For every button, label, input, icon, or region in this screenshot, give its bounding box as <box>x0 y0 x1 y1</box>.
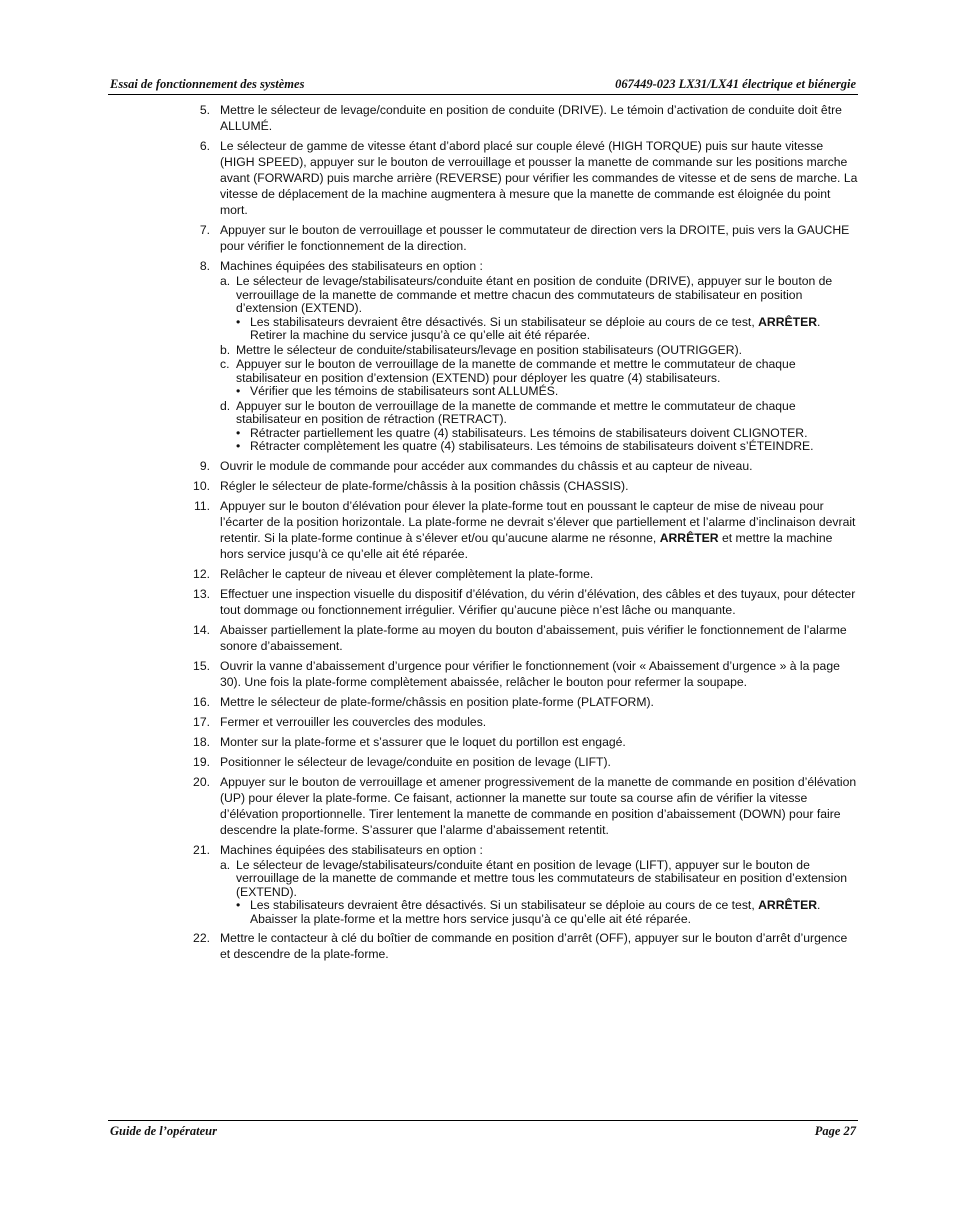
substep-8c <box>220 358 858 399</box>
step-text: Mettre le contacteur à clé du boîtier de commande en position d’arrêt (OFF), appuyer sur le bouton d’arrêt d’urgence et descendre de la plate-forme. <box>220 931 848 961</box>
step-number: 11. <box>193 498 210 513</box>
step-8 <box>190 258 858 454</box>
step-number: 13. <box>193 586 210 601</box>
stop-warning: ARRÊTER <box>758 898 818 912</box>
step-text: Effectuer une inspection visuelle du dispositif d’élévation, du vérin d’élévation, des câbles et des tuyaux, pour détecter tout dommage ou fonctionnement irrégulier. Vérifier qu’aucune pièce n’est lâche ou manquante. <box>220 586 856 617</box>
step-text <box>220 498 858 562</box>
step-number: 20. <box>193 774 210 789</box>
step-text: Machines équipées des stabilisateurs en option : <box>220 259 483 273</box>
bullet-text: Les stabilisateurs devraient être désactivés. Si un stabilisateur se déploie au cours de ce test, <box>250 898 759 912</box>
step-number: 16. <box>193 694 210 709</box>
step-text-part: et mettre la machine hors service jusqu’à ce qu’elle ait été réparée. <box>220 530 833 561</box>
substep-8d <box>220 400 858 454</box>
substep-letter: c. <box>220 357 230 371</box>
step-number: 10. <box>193 478 210 493</box>
step-text: Machines équipées des stabilisateurs en option : <box>220 842 483 857</box>
step-text: Abaisser partiellement la plate-forme au moyen du bouton d’abaissement, puis vérifier le fonctionnement de l’alarme sonore d’abaissement. <box>220 622 847 653</box>
substep-letter: a. <box>220 274 231 288</box>
step-21 <box>190 842 858 927</box>
substep-text: Le sélecteur de levage/stabilisateurs/conduite étant en position de conduite (DRIVE), appuyer sur le bouton de verrouillage de la manette de commande et mettre chacun des commutateurs de stabilisateur en position d’extension (EXTEND). <box>236 274 833 315</box>
substep-letter: d. <box>220 398 231 413</box>
step-text: Régler le sélecteur de plate-forme/châssis à la position châssis (CHASSIS). <box>220 478 629 493</box>
footer-guide-title: Guide de l’opérateur <box>110 1124 217 1138</box>
step-7 <box>190 222 858 254</box>
step-17 <box>190 714 858 730</box>
step-number: 9. <box>199 458 210 473</box>
step-text: Ouvrir le module de commande pour accéder aux commandes du châssis et au capteur de niveau. <box>220 458 753 473</box>
substep-text: Mettre le sélecteur de conduite/stabilisateurs/levage en position stabilisateurs (OUTRIGGER). <box>236 342 743 357</box>
substep-8a <box>220 275 858 343</box>
header-doc-title: 067449-023 LX31/LX41 électrique et biénergie <box>615 77 856 91</box>
step-number: 8. <box>199 259 210 273</box>
bullet-text: . Retirer la machine du service jusqu’à ce qu’elle ait été réparée. <box>250 314 821 342</box>
step-number: 14. <box>193 622 210 637</box>
page-number: Page 27 <box>814 1124 856 1138</box>
header-section-title: Essai de fonctionnement des systèmes <box>110 77 305 91</box>
step-text: Le sélecteur de gamme de vitesse étant d’abord placé sur couple élevé (HIGH TORQUE) puis sur haute vitesse (HIGH SPEED), appuyer sur le bouton de verrouillage et pousser la manette de commande sur les positions marche avant (FORWARD) puis marche arrière (REVERSE) pour vérifier les commandes de vitesse et de sens de marche. La vitesse de déplacement de la machine augmentera à mesure que la manette de commande est éloignée du point mort. <box>220 139 858 217</box>
substep-21a <box>220 859 858 927</box>
step-number: 7. <box>199 223 210 237</box>
step-number: 12. <box>193 566 210 581</box>
step-text: Positionner le sélecteur de levage/conduite en position de levage (LIFT). <box>220 754 611 769</box>
step-text: Monter sur la plate-forme et s’assurer que le loquet du portillon est engagé. <box>220 734 626 749</box>
step-number: 18. <box>193 734 210 749</box>
step-number: 22. <box>193 931 210 945</box>
step-13 <box>190 586 858 618</box>
substep-8b <box>220 344 858 358</box>
step-text: Ouvrir la vanne d’abaissement d’urgence pour vérifier le fonctionnement (voir « Abaissement d’urgence » à la page 30). Une fois la plate-forme complètement abaissée, relâcher le bouton pour refermer la soupape. <box>220 658 840 689</box>
step-text: Appuyer sur le bouton de verrouillage et amener progressivement de la manette de commande en position d’élévation (UP) pour élever la plate-forme. Ce faisant, actionner la manette sur toute sa course afin de vérifier la vitesse d’élévation proportionnelle. Tirer lentement la manette de commande en position d’abaissement (DOWN) pour faire descendre la plate-forme. S’assurer que l’alarme d’abaissement retentit. <box>220 774 857 837</box>
page-header <box>108 76 858 95</box>
bullet-item: • Vérifier que les témoins de stabilisateurs sont ALLUMÉS. <box>236 385 858 399</box>
step-14 <box>190 622 858 654</box>
step-22 <box>190 930 858 962</box>
step-19 <box>190 754 858 770</box>
step-number: 5. <box>199 103 210 117</box>
step-9 <box>190 458 858 474</box>
page-footer <box>108 1120 858 1141</box>
step-text: Mettre le sélecteur de plate-forme/châssis en position plate-forme (PLATFORM). <box>220 694 654 709</box>
bullet-item: • Rétracter partiellement les quatre (4) stabilisateurs. Les témoins de stabilisateurs doivent CLIGNOTER. <box>236 427 858 441</box>
substep-text: Appuyer sur le bouton de verrouillage de la manette de commande et mettre le commutateur de chaque stabilisateur en position de rétraction (RETRACT). <box>236 398 796 426</box>
bullet-item <box>236 316 858 343</box>
step-11 <box>190 498 858 562</box>
bullet-item: • Rétracter complètement les quatre (4) stabilisateurs. Les témoins de stabilisateurs doivent s’ÉTEINDRE. <box>236 440 858 454</box>
step-15 <box>190 658 858 690</box>
bullet-item <box>236 899 858 926</box>
step-number: 6. <box>199 139 210 153</box>
step-6 <box>190 138 858 218</box>
stop-warning: ARRÊTER <box>659 530 719 545</box>
bullet-text: . Abaisser la plate-forme et la mettre hors service jusqu’à ce qu’elle ait été réparée. <box>250 898 821 926</box>
step-text: Appuyer sur le bouton de verrouillage et pousser le commutateur de direction vers la DROITE, puis vers la GAUCHE pour vérifier le fonctionnement de la direction. <box>220 223 850 253</box>
substep-text: Appuyer sur le bouton de verrouillage de la manette de commande et mettre le commutateur de chaque stabilisateur en position d’extension (EXTEND) pour déployer les quatre (4) stabilisateurs. <box>236 357 796 385</box>
step-16 <box>190 694 858 710</box>
substep-letter: a. <box>220 857 231 872</box>
step-10 <box>190 478 858 494</box>
step-20 <box>190 774 858 838</box>
substep-text: Le sélecteur de levage/stabilisateurs/conduite étant en position de levage (LIFT), appuyer sur le bouton de verrouillage de la manette de commande et mettre tous les commutateurs de stabilisateur en position d’extension (EXTEND). <box>236 857 848 899</box>
step-number: 19. <box>193 754 210 769</box>
step-text: Relâcher le capteur de niveau et élever complètement la plate-forme. <box>220 566 594 581</box>
step-number: 17. <box>193 714 210 729</box>
bullet-text: Les stabilisateurs devraient être désactivés. Si un stabilisateur se déploie au cours de ce test, <box>250 314 759 329</box>
procedure-list <box>190 102 858 966</box>
substep-letter: b. <box>220 342 231 357</box>
step-5 <box>190 102 858 134</box>
step-text: Fermer et verrouiller les couvercles des modules. <box>220 714 487 729</box>
step-18 <box>190 734 858 750</box>
step-12 <box>190 566 858 582</box>
step-text-part: Appuyer sur le bouton d’élévation pour élever la plate-forme tout en poussant le capteur de mise de niveau pour l’écarter de la position horizontale. La plate-forme ne devrait s’élever que partiellement et l’alarme d’inclinaison devrait retentir. Si la plate-forme continue à s’élever et/ou qu’aucune alarme ne résonne, <box>220 498 856 545</box>
step-text: Mettre le sélecteur de levage/conduite en position de conduite (DRIVE). Le témoin d’activation de conduite doit être ALLUMÉ. <box>220 103 842 133</box>
stop-warning: ARRÊTER <box>758 314 818 329</box>
step-number: 15. <box>193 658 210 673</box>
step-number: 21. <box>193 842 210 857</box>
